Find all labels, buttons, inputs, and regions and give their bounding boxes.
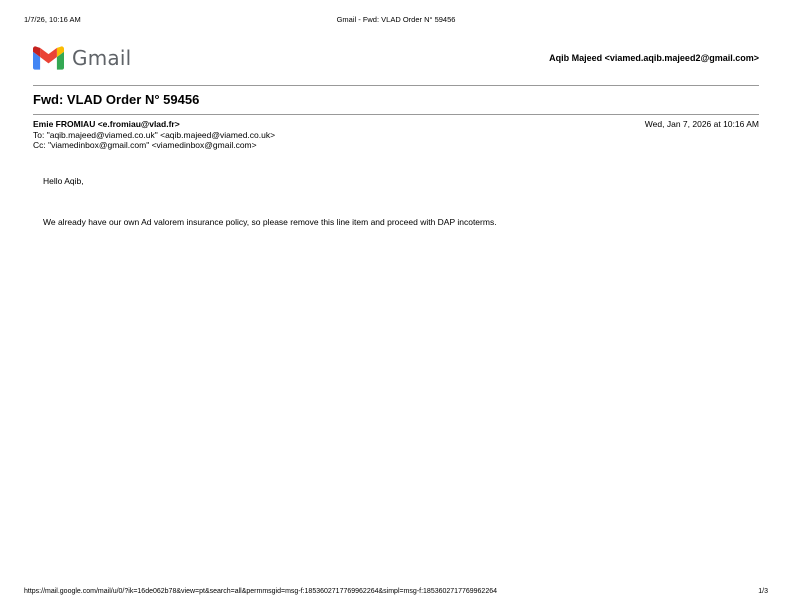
- message-header: [33, 119, 759, 151]
- recipients-cc: Cc: "viamedinbox@gmail.com" <viamedinbox@gmail.com>: [33, 140, 257, 150]
- print-header: [24, 15, 768, 27]
- page-number: 1/3: [758, 588, 768, 595]
- gmail-m-icon: [33, 46, 64, 70]
- account-email: Aqib Majeed <viamed.aqib.majeed2@gmail.com>: [549, 53, 759, 63]
- recipients-to: To: "aqib.majeed@viamed.co.uk" <aqib.majeed@viamed.co.uk>: [33, 129, 276, 140]
- gmail-wordmark: Gmail: [72, 46, 132, 70]
- email-subject: Fwd: VLAD Order N° 59456: [33, 92, 200, 107]
- divider: [33, 114, 759, 115]
- gmail-logo: [33, 45, 131, 71]
- sent-date: Wed, Jan 7, 2026 at 10:16 AM: [644, 119, 759, 129]
- divider: [33, 85, 759, 86]
- print-datetime: 1/7/26, 10:16 AM: [24, 15, 81, 24]
- print-title: Gmail - Fwd: VLAD Order N° 59456: [336, 15, 456, 24]
- body-paragraph: We already have our own Ad valorem insurance policy, so please remove this line item and proceed with DAP incoterms.: [43, 217, 497, 227]
- body-greeting: Hello Aqib,: [43, 176, 84, 186]
- sender: Emie FROMIAU <e.fromiau@vlad.fr>: [33, 119, 180, 129]
- page-url: https://mail.google.com/mail/u/0/?ik=16de062b78&view=pt&search=all&permmsgid=msg-f:1853602717769962264&simpl=msg-f:1853602717769962264: [24, 588, 498, 595]
- print-footer: [24, 588, 768, 598]
